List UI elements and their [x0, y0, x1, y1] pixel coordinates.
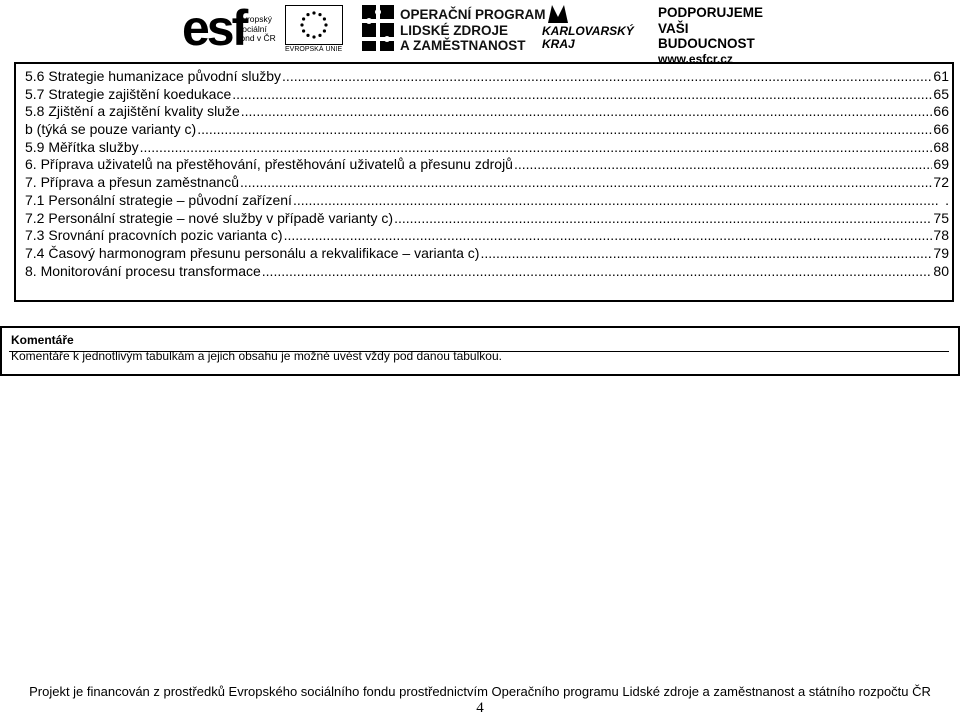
table-of-contents: [14, 62, 954, 302]
toc-entry-leader: [394, 210, 932, 228]
toc-entry[interactable]: [25, 103, 949, 121]
toc-entry-leader: [282, 68, 932, 86]
toc-entry[interactable]: [25, 68, 949, 86]
toc-entry-title: 5.9 Měřítka služby: [25, 138, 139, 155]
podporujeme-logo-text: [658, 5, 780, 67]
toc-entry-page: 80: [933, 262, 949, 279]
pv-line1: PODPORUJEME: [658, 5, 764, 20]
toc-entry-title: 7.3 Srovnání pracovních pozic varianta c): [25, 227, 283, 244]
toc-entry-leader: [284, 227, 933, 245]
toc-entry-leader: [293, 192, 938, 210]
toc-list: [25, 68, 949, 280]
toc-entry[interactable]: [25, 121, 949, 139]
toc-entry[interactable]: [25, 263, 949, 281]
toc-entry[interactable]: [25, 210, 949, 228]
toc-entry[interactable]: [25, 86, 949, 104]
toc-entry-page: .: [945, 191, 949, 208]
toc-entry-page: 68: [933, 138, 949, 155]
esf-caption-line2: sociální: [238, 23, 267, 34]
op-logo-text: [400, 7, 546, 54]
toc-entry-title: 7. Příprava a přesun zaměstnanců: [25, 174, 240, 191]
toc-entry-title: 8. Monitorování procesu transformace: [25, 262, 261, 279]
toc-entry-title: 7.1 Personální strategie – původní zařízení: [25, 191, 292, 208]
toc-entry-page: 61: [933, 68, 949, 84]
toc-entry-page: 66: [933, 121, 949, 138]
esf-logo-word: esf: [182, 0, 246, 56]
comments-body: Komentáře k jednotlivým tabulkám a jejich obsahu je možné uvést vždy pod danou tabulkou.: [11, 349, 502, 363]
esf-logo-caption: [238, 15, 276, 44]
toc-entry-page: 75: [933, 209, 949, 226]
puzzle-icon: [360, 3, 396, 53]
toc-entry[interactable]: [25, 139, 949, 157]
kraj-line2: KRAJ: [542, 37, 575, 51]
esf-caption-line3: fond v ČR: [238, 33, 276, 43]
toc-entry[interactable]: [25, 245, 949, 263]
esf-caption-line1: evropský: [238, 14, 273, 24]
toc-entry[interactable]: [25, 174, 949, 192]
toc-entry-leader: [262, 263, 933, 281]
eu-label: EVROPSKÁ UNIE: [285, 46, 343, 53]
header-logos: [180, 0, 780, 66]
toc-entry-leader: [140, 139, 933, 157]
toc-entry-page: 69: [933, 156, 949, 173]
kraj-logo-text: [542, 25, 634, 51]
toc-entry[interactable]: [25, 156, 949, 174]
pv-url: www.esfcr.cz: [658, 51, 733, 66]
toc-entry[interactable]: [25, 227, 949, 245]
op-line2: LIDSKÉ ZDROJE: [400, 22, 509, 38]
toc-entry-title: 7.2 Personální strategie – nové služby v případě varianty c): [25, 209, 394, 226]
toc-entry-leader: [197, 121, 932, 139]
toc-entry-leader: [232, 86, 932, 104]
kraj-line1: KARLOVARSKÝ: [542, 24, 634, 38]
toc-entry-page: 79: [933, 244, 949, 261]
toc-entry-title: 5.6 Strategie humanizace původní služby: [25, 68, 282, 84]
comments-heading: Komentáře: [11, 333, 74, 347]
footer-text: Projekt je financován z prostředků Evropského sociálního fondu prostřednictvím Operačního programu Lidské zdroje a zaměstnanost a státního rozpočtu ČR: [29, 684, 931, 699]
pv-line2: VAŠI BUDOUCNOST: [658, 20, 755, 51]
toc-entry-title: 6. Příprava uživatelů na přestěhování, přestěhování uživatelů a přesunu zdrojů: [25, 156, 513, 173]
toc-entry[interactable]: [25, 192, 949, 210]
toc-entry-leader: [480, 245, 932, 263]
toc-entry-leader: [240, 174, 932, 192]
toc-entry-title: b (týká se pouze varianty c): [25, 121, 197, 138]
toc-entry-page: 72: [933, 174, 949, 191]
toc-entry-page: 65: [933, 85, 949, 102]
toc-entry-page: 78: [933, 227, 949, 244]
toc-entry-page: 66: [933, 103, 949, 120]
toc-entry-title: 5.8 Zjištění a zajištění kvality služe: [25, 103, 240, 120]
op-line3: A ZAMĚSTNANOST: [400, 38, 526, 53]
eu-flag-icon: [285, 5, 343, 45]
toc-entry-title: 7.4 Časový harmonogram přesunu personálu a rekvalifikace – varianta c): [25, 244, 480, 261]
toc-entry-leader: [241, 103, 933, 121]
esf-logo: [182, 0, 343, 56]
comments-box: [0, 326, 960, 376]
page-number: 4: [476, 700, 484, 716]
op-line1: OPERAČNÍ PROGRAM: [400, 7, 546, 22]
toc-entry-title: 5.7 Strategie zajištění koedukace: [25, 85, 232, 102]
toc-entry-leader: [514, 156, 932, 174]
